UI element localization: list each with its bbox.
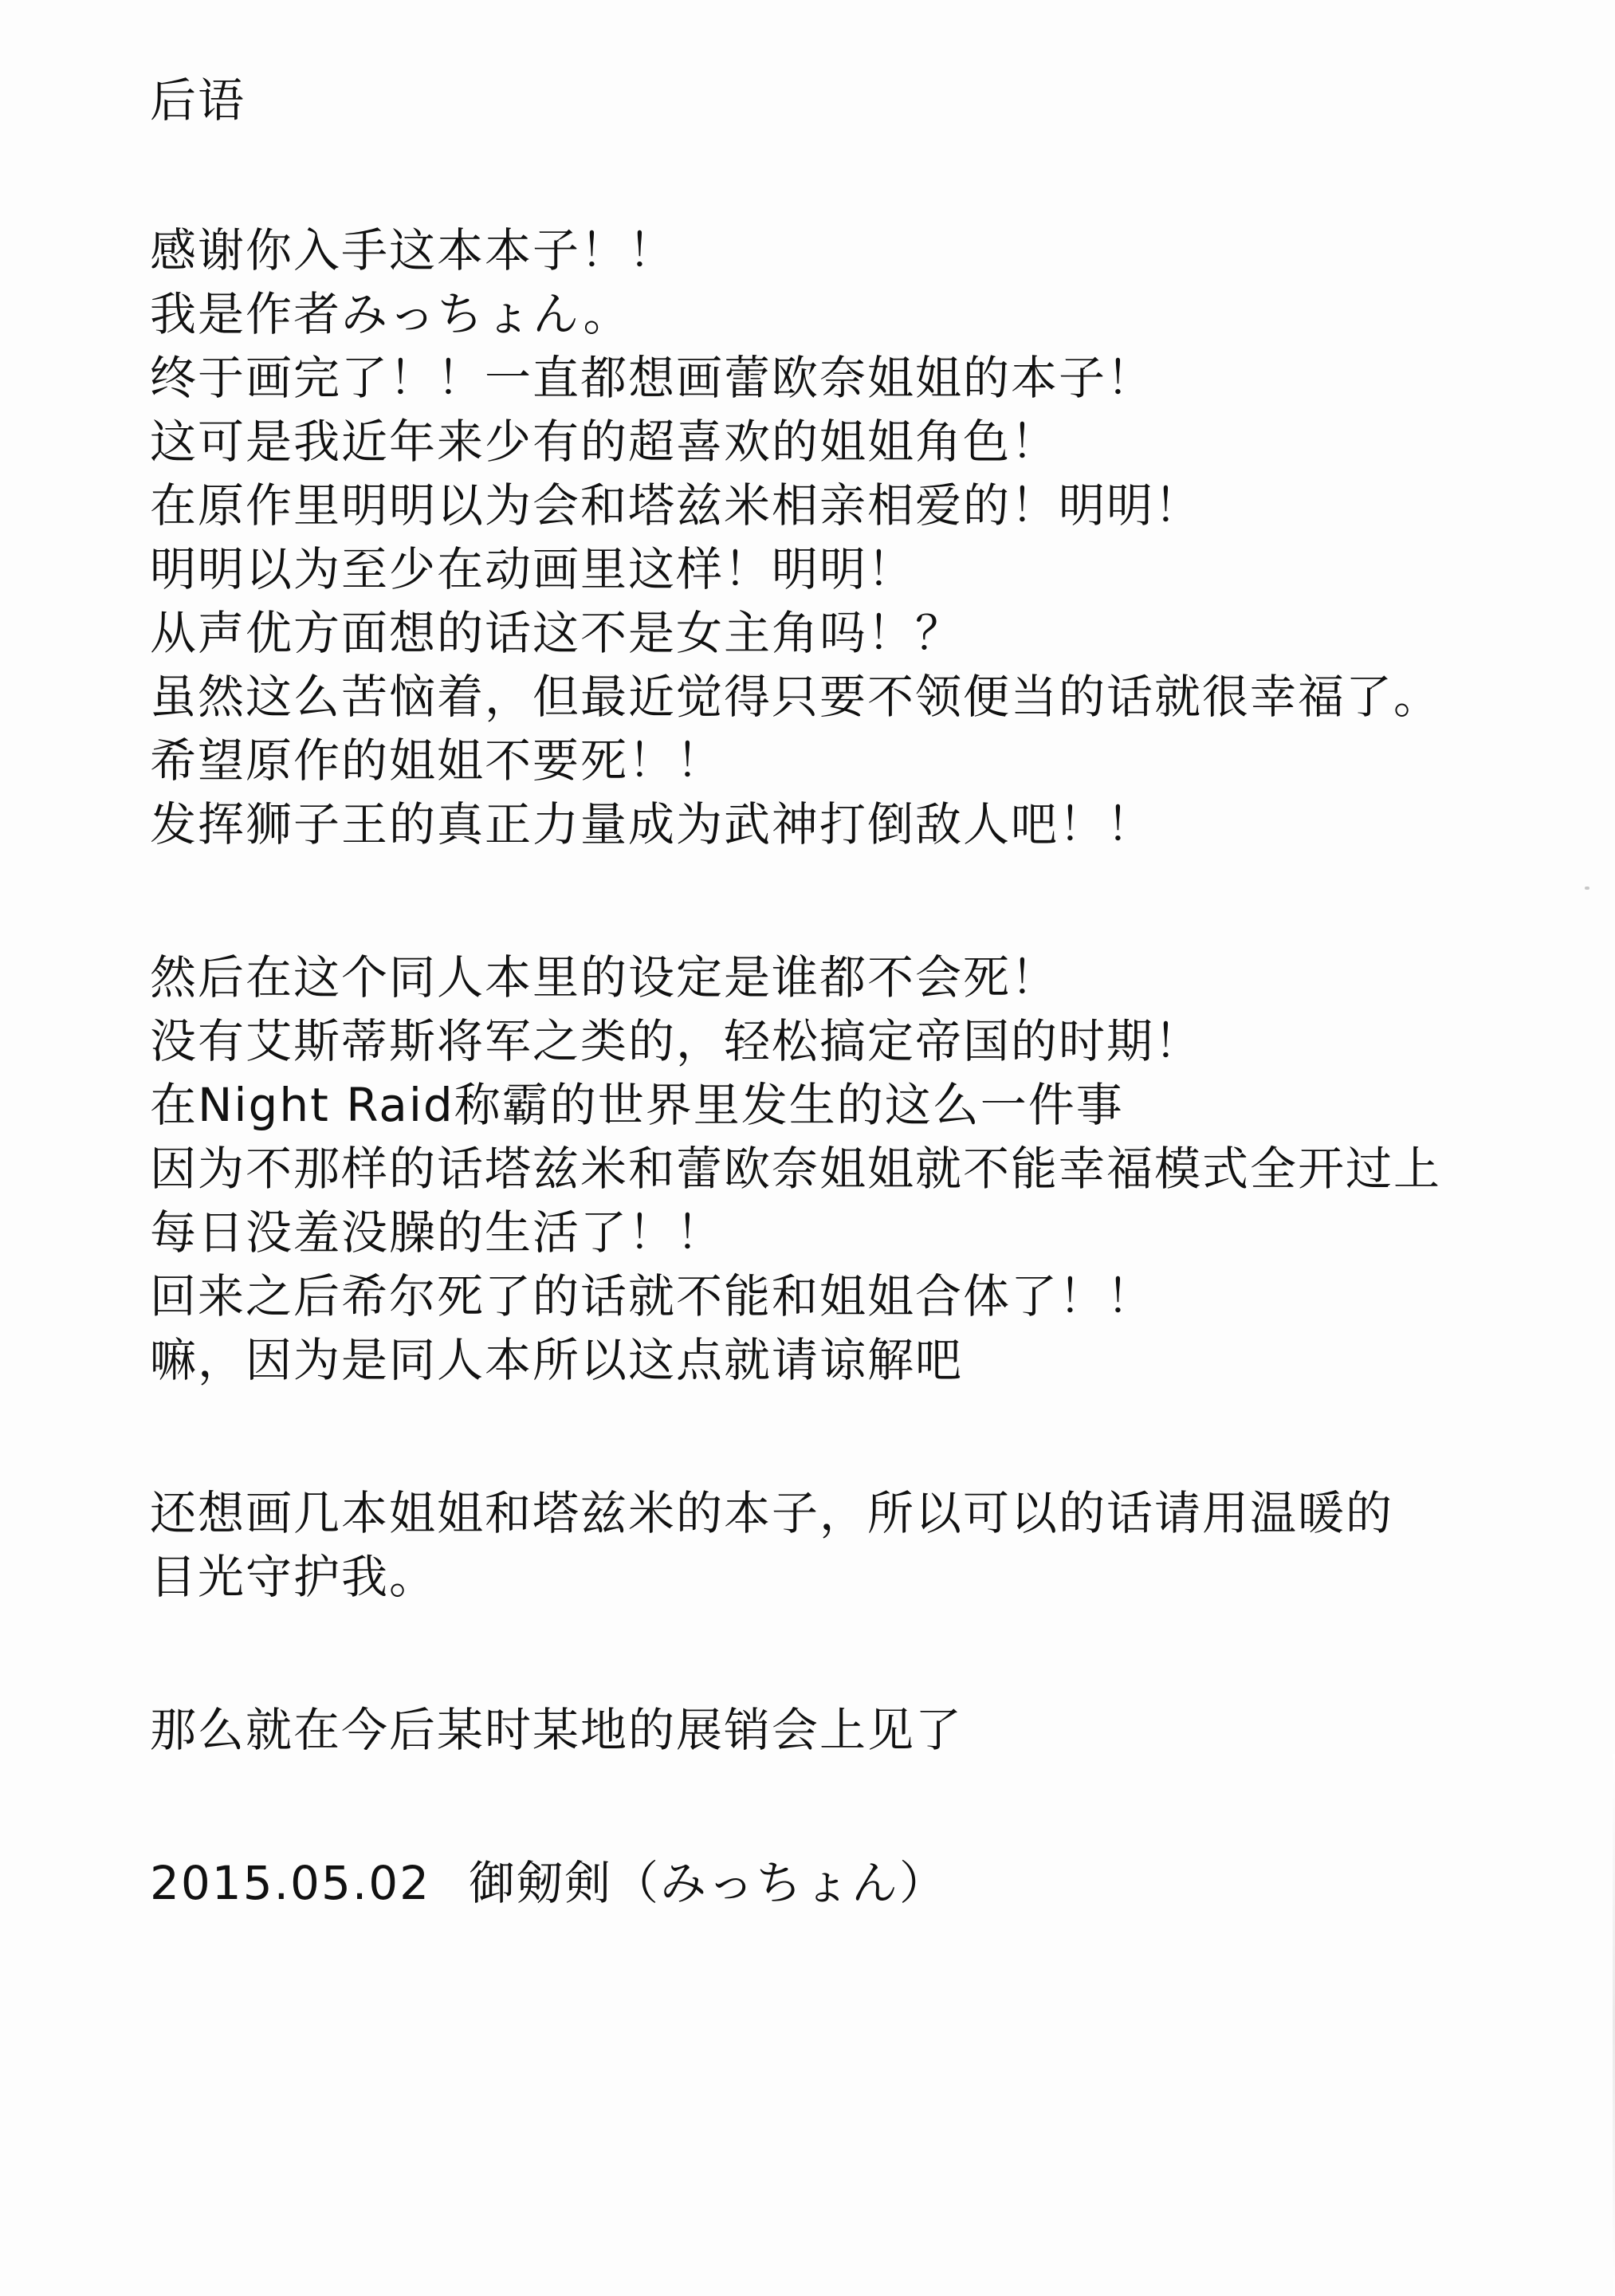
- text-line: 然后在这个同人本里的设定是谁都不会死！: [150, 950, 1059, 1005]
- text-line: 这可是我近年来少有的超喜欢的姐姐角色！: [150, 415, 1059, 469]
- text-line: 那么就在今后某时某地的展销会上见了: [150, 1703, 964, 1757]
- paragraph-3: [150, 1481, 1569, 1609]
- text-line: 目光守护我。: [150, 1550, 438, 1604]
- signature-name: 御剱剣（みっちょん）: [469, 1856, 948, 1910]
- paragraph-1: [150, 218, 1569, 856]
- text-line: 明明以为至少在动画里这样！明明！: [150, 542, 916, 596]
- text-line: 因为不那样的话塔兹米和蕾欧奈姐姐就不能幸福模式全开过上: [150, 1142, 1442, 1196]
- text-line: 每日没羞没臊的生活了！！: [150, 1205, 725, 1260]
- text-line: 嘛，因为是同人本所以这点就请谅解吧: [150, 1333, 964, 1387]
- text-line: 在原作里明明以为会和塔兹米相亲相爱的！明明！: [150, 478, 1203, 533]
- text-line: 在Night Raid称霸的世界里发生的这么一件事: [150, 1078, 1124, 1132]
- text-line: 希望原作的姐姐不要死！！: [150, 733, 725, 788]
- text-line: 还想画几本姐姐和塔兹米的本子，所以可以的话请用温暖的: [150, 1486, 1394, 1540]
- page-title: 后语: [150, 73, 246, 128]
- text-line: 感谢你入手这本本子！！: [150, 223, 677, 277]
- paragraph-2: [150, 946, 1569, 1392]
- text-line: 终于画完了！！一直都想画蕾欧奈姐姐的本子！: [150, 351, 1155, 405]
- signature: [150, 1851, 1569, 1915]
- scan-speck: [1585, 887, 1589, 890]
- text-line: 从声优方面想的话这不是女主角吗！？: [150, 606, 964, 660]
- text-line: 发挥狮子王的真正力量成为武神打倒敌人吧！！: [150, 797, 1155, 851]
- text-line: 没有艾斯蒂斯将军之类的，轻松搞定帝国的时期！: [150, 1014, 1203, 1068]
- afterword-text: [150, 69, 1569, 1915]
- text-line: 虽然这么苦恼着，但最近觉得只要不领便当的话就很幸福了。: [150, 670, 1442, 724]
- paragraph-4: [150, 1698, 1569, 1762]
- text-line: 回来之后希尔死了的话就不能和姐姐合体了！！: [150, 1269, 1155, 1323]
- signature-date: 2015.05.02: [150, 1856, 431, 1910]
- text-line: 我是作者みっちょん。: [150, 287, 631, 341]
